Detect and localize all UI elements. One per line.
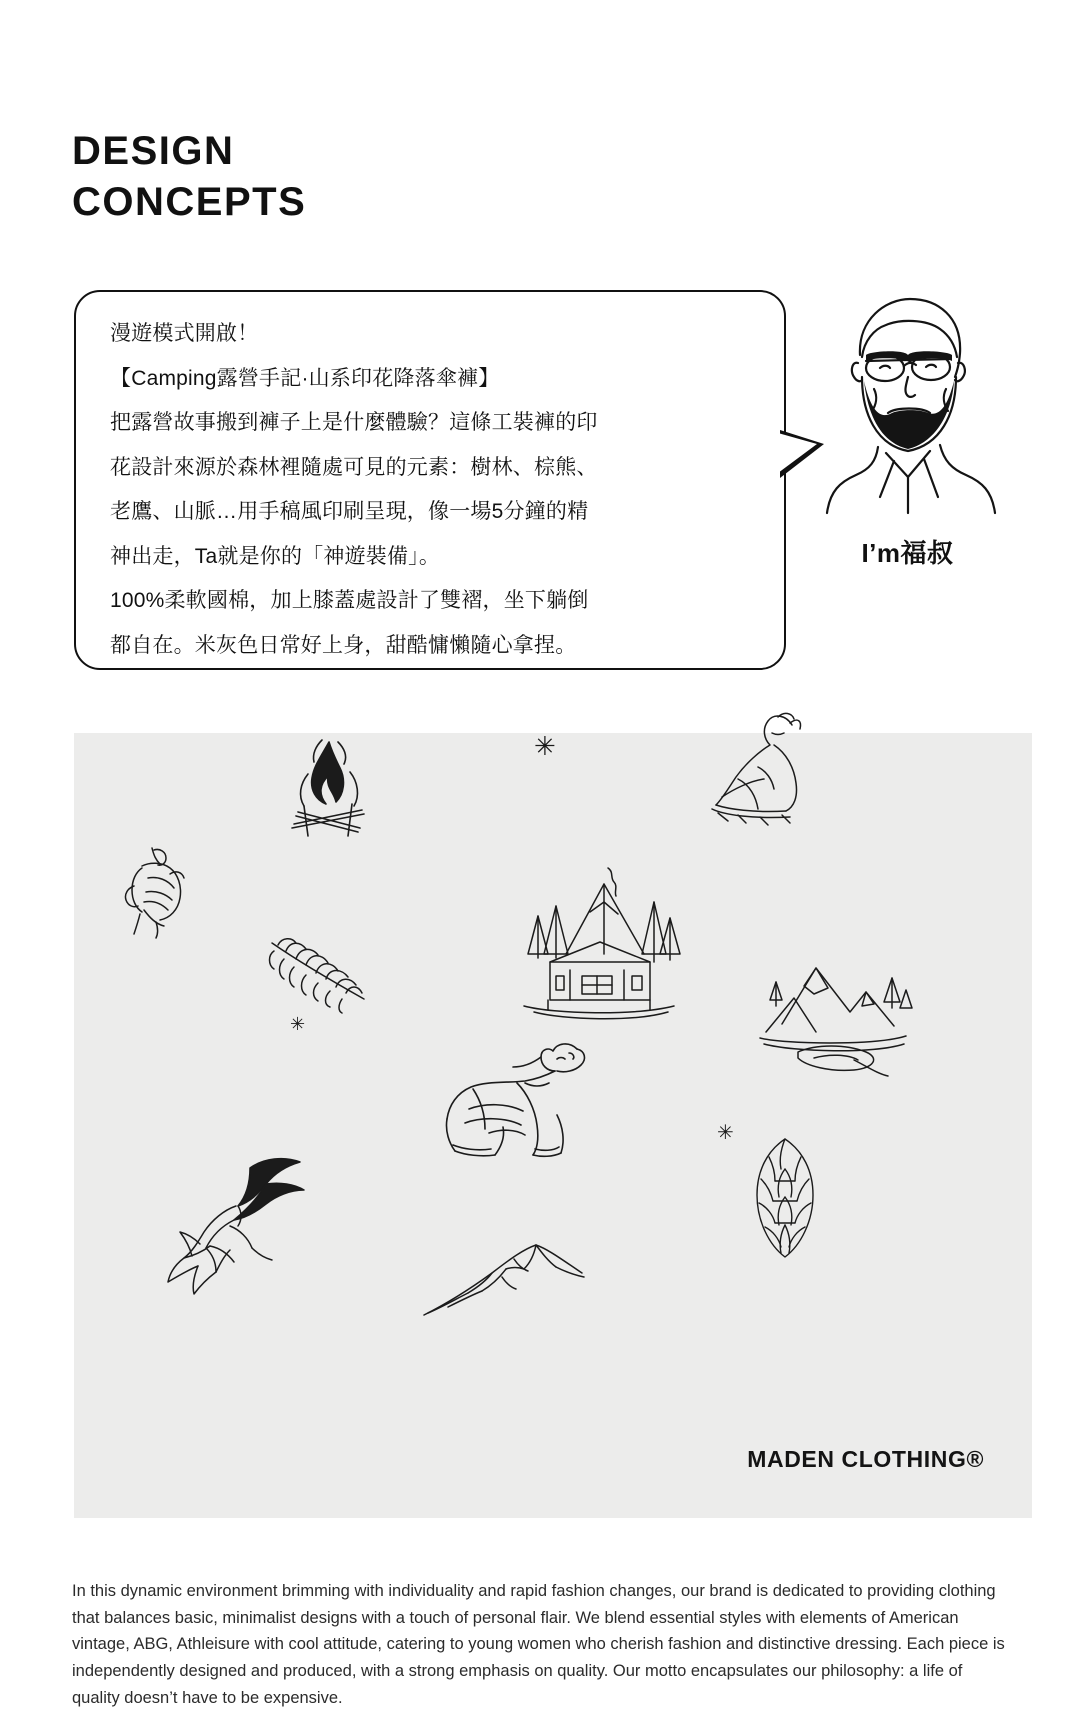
page-title [72, 126, 306, 228]
bear-illustration [429, 1023, 619, 1178]
page-title-line-2: CONCEPTS [72, 180, 307, 225]
campfire-illustration [274, 728, 384, 858]
star-small-top: ✳ [534, 731, 556, 761]
camper-illustration [104, 838, 214, 948]
description-speech-bubble [74, 290, 788, 672]
marmot-illustration [694, 693, 824, 833]
mascot-caption: I’m福叔 [861, 538, 954, 568]
brand-description-paragraph: In this dynamic environment brimming with individuality and rapid fashion changes, our brand is dedicated to providing clothing that balances basic, minimalist designs with a touch of personal flair. We blend essential styles with elements of American vintage, ABG, Athleisure with cool attitude, catering to young women who cherish fashion and distinctive dressing. Each piece is independently designed and produced, with a strong emphasis on quality. Our motto encapsulates our philosophy: a life of quality doesn’t have to be expensive. [72, 1582, 1005, 1707]
bubble-line: 神出走，Ta就是你的「神遊裝備」。 [110, 544, 441, 568]
bubble-line: 都自在。米灰色日常好上身，甜酷慵懶隨心拿捏。 [110, 633, 577, 657]
bubble-line: 老鷹、山脈…用手稿風印刷呈現，像一場5分鐘的精 [110, 500, 589, 524]
mountain-ridge-illustration [414, 1233, 604, 1323]
bubble-line: 漫遊模式開啟！ [110, 322, 259, 345]
cabin-illustration [504, 858, 694, 1043]
eagle-illustration [154, 1148, 324, 1308]
bubble-line: 花設計來源於森林裡隨處可見的元素：樹林、棕熊、 [110, 455, 598, 479]
print-artboard [74, 733, 1032, 1518]
bubble-line: 100%柔軟國棉，加上膝蓋處設計了雙褶，坐下躺倒 [110, 589, 589, 613]
bubble-line: 【Camping露營手記·山系印花降落傘褲】 [110, 366, 500, 390]
mountain-lake-illustration [754, 948, 914, 1083]
speech-bubble-text [110, 312, 750, 668]
bubble-line: 把露營故事搬到褲子上是什麼體驗？這條工裝褲的印 [110, 411, 598, 435]
star-small-right: ✳ [717, 1122, 734, 1144]
mascot-portrait-icon [800, 285, 1015, 515]
star-small-fern: ✳ [290, 1014, 306, 1034]
page-title-line-1: DESIGN [72, 129, 235, 173]
brand-mark: MADEN CLOTHING® [747, 1446, 984, 1472]
fern-illustration [264, 933, 374, 1018]
pinecone-illustration [729, 1123, 839, 1273]
